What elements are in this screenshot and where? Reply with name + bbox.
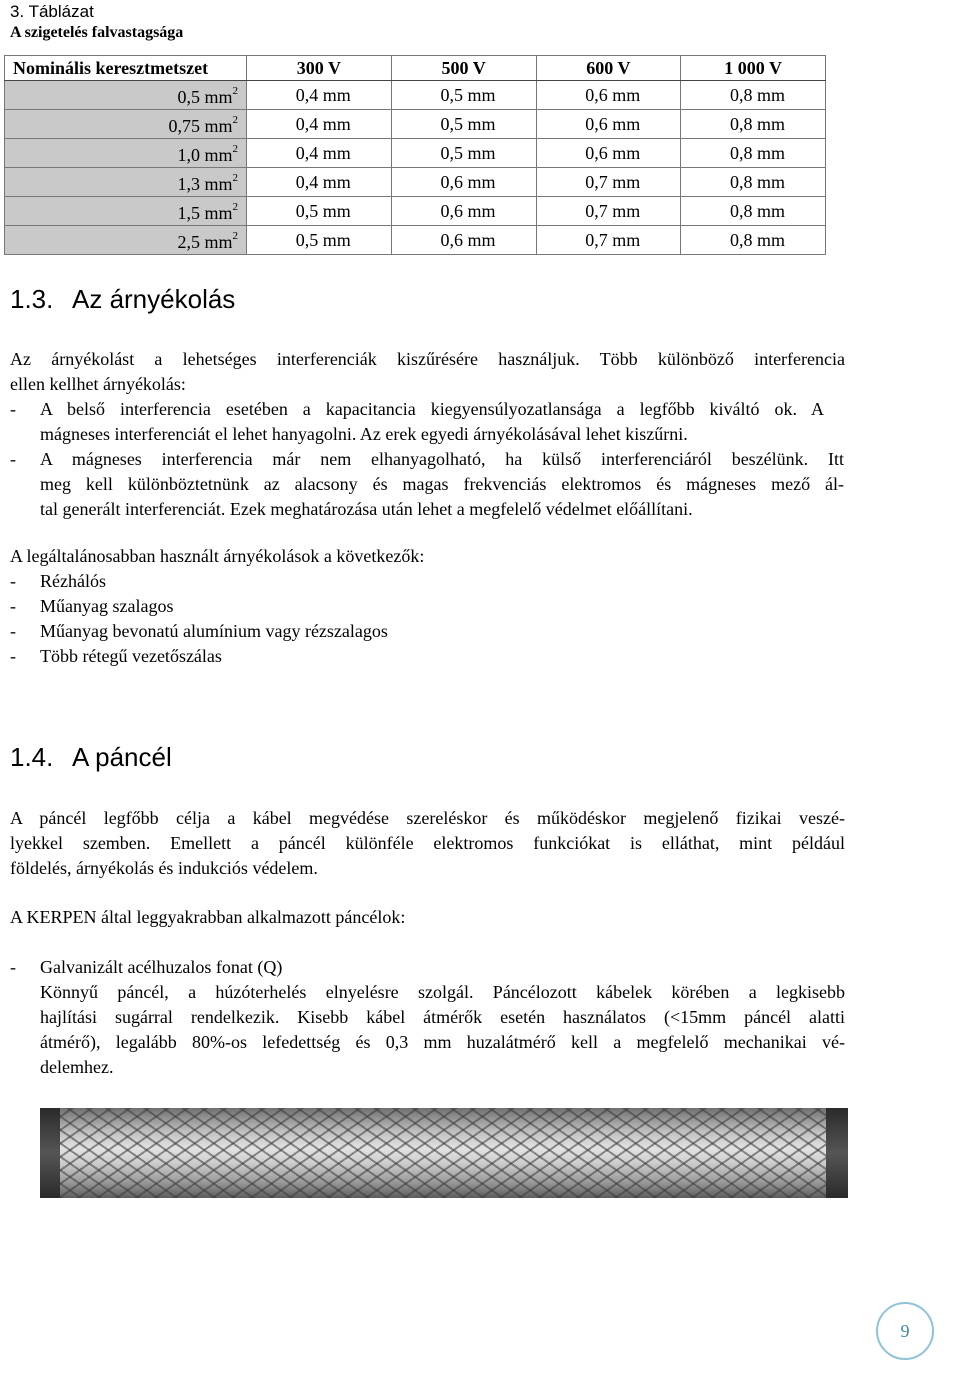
list-item: Műanyag szalagos <box>40 596 174 616</box>
shielding-list-intro: A legáltalánosabban használt árnyékolások a következők: <box>10 546 425 566</box>
text-line: Könnyű páncél, a húzóterhelés elnyelésre szolgál. Páncélozott kábelek körében a legkisebb <box>40 982 845 1002</box>
thickness-cell: 0,6 mm <box>391 226 536 255</box>
table-row <box>5 197 826 226</box>
armour-list-intro: A KERPEN által leggyakrabban alkalmazott páncélok: <box>10 907 406 927</box>
table-header-cell: 600 V <box>536 56 681 81</box>
cross-section-cell: 1,0 $mm^2$ <box>5 139 247 168</box>
thickness-cell: 0,5 mm <box>247 197 392 226</box>
text-line: lyekkel szemben. Emellett a páncél különféle elektromos funkciókat is elláthat, mint például <box>10 833 845 853</box>
text-line: A mágneses interferencia már nem elhanyagolható, ha külső interferenciáról beszélünk. Itt <box>40 449 844 469</box>
thickness-cell: 0,6 mm <box>391 197 536 226</box>
page-number: 9 <box>876 1302 934 1360</box>
table-header-cell: 500 V <box>391 56 536 81</box>
thickness-cell: 0,6 mm <box>536 81 681 110</box>
text-line: tal generált interferenciát. Ezek meghatározása után lehet a megfelelő védelmet előállítani. <box>40 499 693 519</box>
thickness-cell: 0,5 mm <box>391 139 536 168</box>
table-header-cell: 300 V <box>247 56 392 81</box>
cross-section-cell: 0,75 $mm^2$ <box>5 110 247 139</box>
text-line: földelés, árnyékolás és indukciós védelem. <box>10 858 318 878</box>
item-title: Galvanizált acélhuzalos fonat (Q) <box>40 957 283 977</box>
thickness-cell: 0,8 mm <box>681 226 826 255</box>
thickness-cell: 0,7 mm <box>536 226 681 255</box>
list-dash: - <box>10 399 16 419</box>
thickness-cell: 0,6 mm <box>536 139 681 168</box>
section-number: 1.4. <box>10 742 54 772</box>
text-line: delemhez. <box>40 1057 114 1077</box>
list-dash: - <box>10 646 16 666</box>
thickness-cell: 0,8 mm <box>681 139 826 168</box>
thickness-cell: 0,8 mm <box>681 110 826 139</box>
section-heading-armour <box>10 742 172 773</box>
cross-section-cell: 2,5 $mm^2$ <box>5 226 247 255</box>
section-title: A páncél <box>72 742 172 772</box>
thickness-cell: 0,5 mm <box>391 81 536 110</box>
thickness-cell: 0,6 mm <box>536 110 681 139</box>
thickness-cell: 0,4 mm <box>247 168 392 197</box>
thickness-cell: 0,7 mm <box>536 197 681 226</box>
table-header-cell: Nominális keresztmetszet <box>5 56 247 81</box>
thickness-cell: 0,4 mm <box>247 110 392 139</box>
thickness-cell: 0,6 mm <box>391 168 536 197</box>
table-row <box>5 168 826 197</box>
table-header-cell: 1 000 V <box>681 56 826 81</box>
shielding-bullet-external <box>40 447 844 522</box>
cross-section-cell: 0,5 $mm^2$ <box>5 81 247 110</box>
section-number: 1.3. <box>10 284 54 314</box>
thickness-cell: 0,4 mm <box>247 81 392 110</box>
text-line: ellen kellhet árnyékolás: <box>10 374 186 394</box>
table-row <box>5 226 826 255</box>
text-line: átmérő), legalább 80%-os lefedettség és 0,3 mm huzalátmérő kell a megfelelő mechanikai vé- <box>40 1032 845 1052</box>
table-caption-title: A szigetelés falvastagsága <box>10 24 184 41</box>
text-line: mágneses interferenciát el lehet hanyagolni. Az erek egyedi árnyékolásával lehet kiszűrni. <box>40 424 688 444</box>
section-heading-shielding <box>10 284 235 315</box>
cross-section-cell: 1,5 $mm^2$ <box>5 197 247 226</box>
list-dash: - <box>10 449 16 469</box>
list-dash: - <box>10 571 16 591</box>
list-item: Több rétegű vezetőszálas <box>40 646 222 666</box>
table-row <box>5 139 826 168</box>
thickness-cell: 0,4 mm <box>247 139 392 168</box>
thickness-cell: 0,8 mm <box>681 197 826 226</box>
insulation-thickness-table <box>4 55 826 255</box>
table-caption-number: 3. Táblázat <box>10 2 94 21</box>
wire-braid <box>60 1108 828 1198</box>
shielding-intro <box>10 347 845 397</box>
thickness-cell: 0,5 mm <box>247 226 392 255</box>
armour-intro <box>10 806 845 881</box>
cable-end <box>40 1108 62 1198</box>
text-line: A belső interferencia esetében a kapacitancia kiegyensúlyozatlansága a legfőbb kiváltó ok. A <box>40 399 824 419</box>
list-dash: - <box>10 957 16 977</box>
shielding-bullet-internal <box>40 397 824 447</box>
thickness-cell: 0,5 mm <box>391 110 536 139</box>
thickness-cell: 0,7 mm <box>536 168 681 197</box>
text-line: A páncél legfőbb célja a kábel megvédése szereléskor és működéskor megjelenő fizikai veszé- <box>10 808 845 828</box>
text-line: hajlítási sugárral rendelkezik. Kisebb kábel átmérők esetén használatos (<15mm páncél alatti <box>40 1007 845 1027</box>
table-row <box>5 81 826 110</box>
thickness-cell: 0,8 mm <box>681 168 826 197</box>
section-title: Az árnyékolás <box>72 284 236 314</box>
table-header-row <box>5 56 826 81</box>
braided-cable-photo <box>40 1108 848 1198</box>
armour-item-galvanized <box>40 955 845 1080</box>
list-item: Műanyag bevonatú alumínium vagy rézszalagos <box>40 621 388 641</box>
cable-end <box>826 1108 848 1198</box>
cross-section-cell: 1,3 $mm^2$ <box>5 168 247 197</box>
text-line: Az árnyékolást a lehetséges interferenciák kiszűrésére használjuk. Több különböző interferencia <box>10 349 845 369</box>
list-item: Rézhálós <box>40 571 106 591</box>
table-row <box>5 110 826 139</box>
text-line: meg kell különböztetnünk az alacsony és magas frekvenciás elektromos és mágneses mező ál- <box>40 474 844 494</box>
thickness-cell: 0,8 mm <box>681 81 826 110</box>
list-dash: - <box>10 621 16 641</box>
list-dash: - <box>10 596 16 616</box>
